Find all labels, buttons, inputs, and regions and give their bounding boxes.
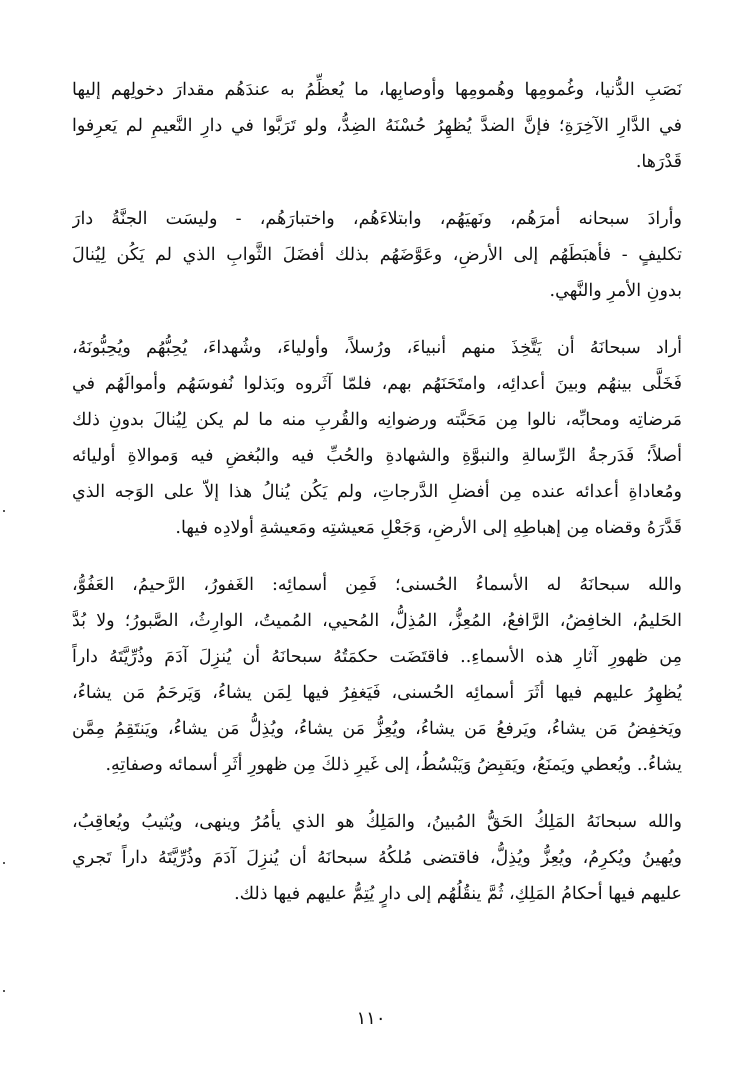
text-line: يشاءُ.. ويُعطي ويَمنَعُ، ويَقبِضُ وَيَبْسُطُ، إلى غَيرِ ذلكَ مِن ظهورِ أثَرِ أسمائه وصفاتِهِ.	[105, 755, 682, 775]
scan-margin-mark	[3, 862, 5, 864]
paragraph-4	[72, 567, 682, 783]
text-line: فَخَلَّى بينهُم وبينَ أعدائِه، وامتَحَنَهُم بهم، فلمّا آثَروه وبَذلوا نُفوسَهُم وأموالَهُم في	[72, 374, 682, 394]
paragraph-2	[72, 201, 682, 309]
text-line: في الدَّارِ الآخِرَةِ؛ فإنَّ الضدَّ يُظهِرُ حُسْنَهُ الضِدُّ، ولو تَرَبَّوا في دارِ النَّعيمِ لم يَعرِفوا	[72, 116, 682, 136]
text-line: نَصَبِ الدُّنيا، وغُمومِها وهُمومِها وأوصابِها، ما يُعظِّمُ به عندَهُم مقدارَ دخولِهم إليها	[72, 80, 682, 100]
text-line: ومُعاداةِ أعدائه عنده مِن أفضلِ الدَّرجاتِ، ولم يَكُن يُنالُ هذا إلاّ على الوَجه الذي	[72, 482, 682, 502]
text-line: قَدْرَها.	[635, 152, 682, 172]
text-line: ويُهينُ ويُكرِمُ، ويُعِزُّ ويُذِلُّ، فاقتضى مُلكُهُ سبحانَهُ أن يُنزِلَ آدَمَ وذُرِّيَّتَهُ داراً تَجري	[72, 848, 682, 868]
text-line: وأرادَ سبحانه أمرَهُم، ونَهيَهُم، وابتلاءَهُم، واختبارَهُم، - وليسَت الجنَّةُ دارَ	[72, 209, 682, 229]
page-number: ١١٠	[356, 1008, 386, 1029]
text-line: أصلاً؛ فَدَرجةُ الرِّسالةِ والنبوَّةِ والشهادةِ والحُبِّ فيه والبُغضِ فيه وَموالاةِ أوليائه	[72, 446, 682, 466]
text-line: مِن ظهورِ آثارِ هذه الأسماءِ.. فاقتَضَت حكمَتُهُ سبحانَهُ أن يُنزِلَ آدَمَ وذُرِّيَّتَهُ داراً	[72, 647, 682, 667]
paragraph-3	[72, 330, 682, 546]
text-line: مَرضاتِه ومحابِّه، نالوا مِن مَحَبَّته ورضوانِه والقُربِ منه ما لم يكن لِيُنالَ بدونِ ذلك	[72, 410, 682, 430]
text-line: أراد سبحانَهُ أن يَتَّخِذَ منهم أنبياءَ، ورُسلاً، وأولياءَ، وشُهداءَ، يُحِبُّهُم ويُحِبُّونَهُ،	[72, 338, 682, 358]
text-line: والله سبحانَهُ له الأسماءُ الحُسنى؛ فَمِن أسمائِه: الغَفورُ، الرَّحيمُ، العَفُوُّ،	[72, 575, 682, 595]
page-body	[72, 72, 682, 933]
scan-margin-mark	[3, 510, 5, 512]
paragraph-5	[72, 804, 682, 912]
text-line: تكليفٍ - فأهبَطَهُم إلى الأرضِ، وعَوَّضَهُم بذلك أفضَلَ الثَّوابِ الذي لم يَكُن لِيُنالَ	[72, 245, 682, 265]
text-line: بدونِ الأمرِ والنَّهي.	[549, 281, 682, 301]
text-line: يُظهِرُ عليهم فيها أثَرَ أسمائِه الحُسنى، فَيَغفِرُ فيها لِمَن يشاءُ، وَيَرحَمُ مَن يشاءُ،	[72, 683, 682, 703]
scan-margin-mark	[3, 990, 5, 992]
text-line: والله سبحانَهُ المَلِكُ الحَقُّ المُبينُ، والمَلِكُ هو الذي يأمُرُ وينهى، ويُثيبُ ويُعاقِبُ،	[72, 812, 682, 832]
paragraph-1	[72, 72, 682, 180]
text-line: قَدَّرَهُ وقضاه مِن إهباطِهِ إلى الأرضِ، وَجَعْلِ مَعيشتِه ومَعيشةِ أولادِه فيها.	[175, 518, 682, 538]
text-line: عليهم فيها أحكامُ المَلِكِ، ثُمَّ ينقُلُهُم إلى دارٍ يُتِمُّ عليهم فيها ذلك.	[234, 884, 682, 904]
text-line: الحَليمُ، الخافِضُ، الرَّافعُ، المُعِزُّ، المُذِلُّ، المُحيي، المُميتُ، الوارِثُ، الصَّبورُ؛ ولا بُدَّ	[72, 611, 682, 631]
text-line: ويَخفِضُ مَن يشاءُ، ويَرفعُ مَن يشاءُ، ويُعِزُّ مَن يشاءُ، ويُذِلُّ مَن يشاءُ، ويَنتَقِمُ مِمَّن	[72, 719, 682, 739]
